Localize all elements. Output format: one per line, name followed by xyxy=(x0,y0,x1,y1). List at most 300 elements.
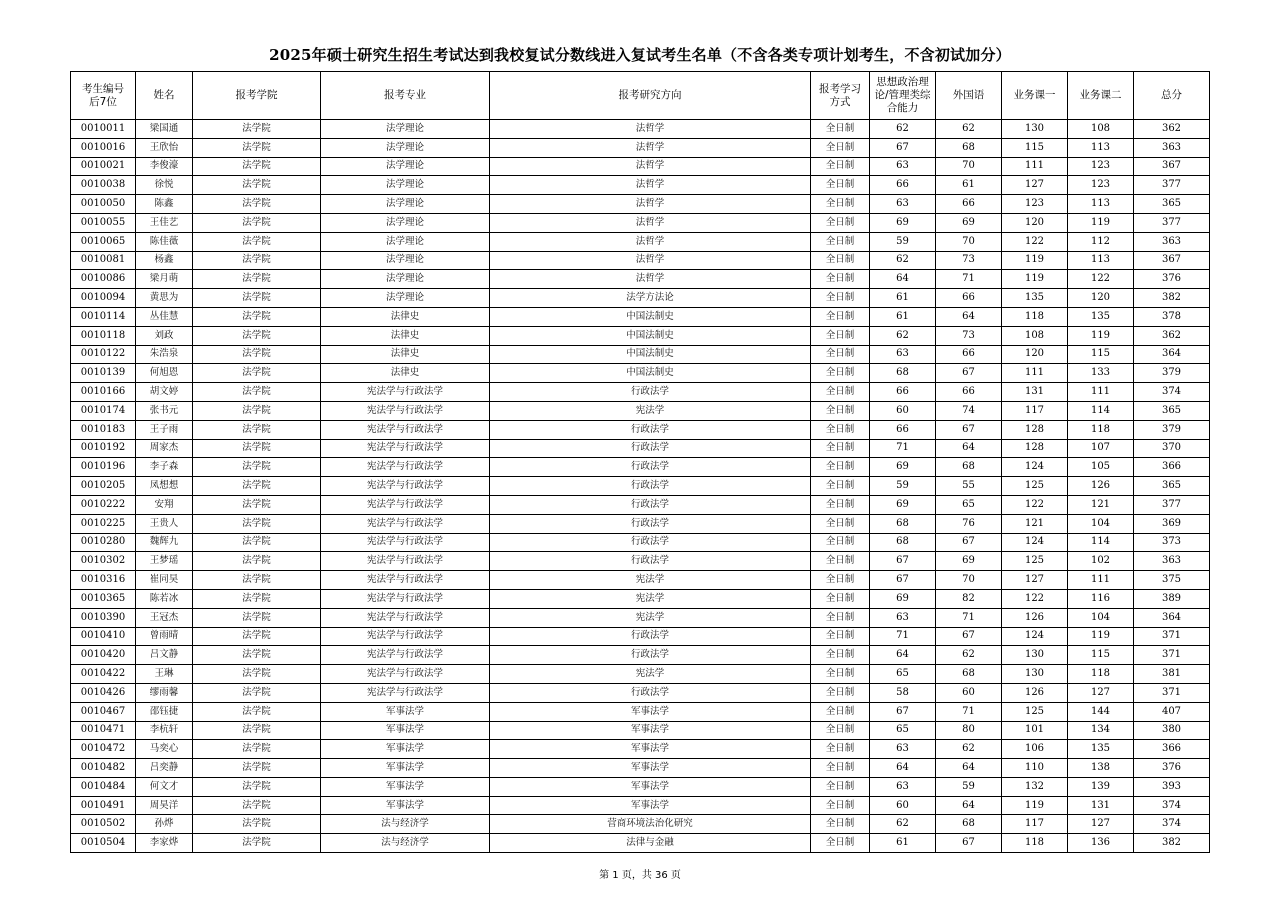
study-mode-cell: 全日制 xyxy=(811,683,870,702)
total-score-cell: 377 xyxy=(1134,213,1210,232)
course-one-score-cell: 135 xyxy=(1002,289,1068,308)
politics-score-cell: 63 xyxy=(870,345,936,364)
school-cell: 法学院 xyxy=(193,439,321,458)
research-direction-cell: 法哲学 xyxy=(490,138,811,157)
candidate-id-cell: 0010280 xyxy=(71,533,136,552)
header-politics-score: 思想政治理论/管理类综合能力 xyxy=(870,72,936,120)
total-score-cell: 377 xyxy=(1134,495,1210,514)
major-cell: 法与经济学 xyxy=(321,834,490,853)
foreign-language-score-cell: 68 xyxy=(936,138,1002,157)
table-row xyxy=(71,608,1210,627)
total-score-cell: 367 xyxy=(1134,157,1210,176)
course-two-score-cell: 114 xyxy=(1068,401,1134,420)
course-one-score-cell: 123 xyxy=(1002,195,1068,214)
candidate-id-cell: 0010472 xyxy=(71,740,136,759)
table-row xyxy=(71,345,1210,364)
total-score-cell: 379 xyxy=(1134,364,1210,383)
table-row xyxy=(71,439,1210,458)
major-cell: 军事法学 xyxy=(321,702,490,721)
foreign-language-score-cell: 74 xyxy=(936,401,1002,420)
study-mode-cell: 全日制 xyxy=(811,495,870,514)
course-one-score-cell: 127 xyxy=(1002,176,1068,195)
total-score-cell: 380 xyxy=(1134,721,1210,740)
candidate-id-cell: 0010166 xyxy=(71,383,136,402)
total-score-cell: 362 xyxy=(1134,326,1210,345)
candidate-id-cell: 0010504 xyxy=(71,834,136,853)
politics-score-cell: 64 xyxy=(870,759,936,778)
study-mode-cell: 全日制 xyxy=(811,195,870,214)
foreign-language-score-cell: 67 xyxy=(936,364,1002,383)
table-row xyxy=(71,176,1210,195)
course-one-score-cell: 125 xyxy=(1002,552,1068,571)
total-score-cell: 374 xyxy=(1134,796,1210,815)
school-cell: 法学院 xyxy=(193,589,321,608)
header-name: 姓名 xyxy=(136,72,193,120)
research-direction-cell: 中国法制史 xyxy=(490,364,811,383)
school-cell: 法学院 xyxy=(193,251,321,270)
total-score-cell: 374 xyxy=(1134,383,1210,402)
research-direction-cell: 军事法学 xyxy=(490,702,811,721)
school-cell: 法学院 xyxy=(193,138,321,157)
table-row xyxy=(71,120,1210,139)
total-score-cell: 407 xyxy=(1134,702,1210,721)
total-score-cell: 363 xyxy=(1134,138,1210,157)
total-score-cell: 370 xyxy=(1134,439,1210,458)
course-two-score-cell: 113 xyxy=(1068,138,1134,157)
candidate-id-cell: 0010038 xyxy=(71,176,136,195)
name-cell: 李家烨 xyxy=(136,834,193,853)
foreign-language-score-cell: 82 xyxy=(936,589,1002,608)
foreign-language-score-cell: 70 xyxy=(936,571,1002,590)
course-two-score-cell: 123 xyxy=(1068,176,1134,195)
total-score-cell: 365 xyxy=(1134,477,1210,496)
candidate-id-cell: 0010081 xyxy=(71,251,136,270)
foreign-language-score-cell: 64 xyxy=(936,796,1002,815)
name-cell: 马奕心 xyxy=(136,740,193,759)
study-mode-cell: 全日制 xyxy=(811,307,870,326)
study-mode-cell: 全日制 xyxy=(811,289,870,308)
research-direction-cell: 宪法学 xyxy=(490,665,811,684)
course-one-score-cell: 125 xyxy=(1002,702,1068,721)
course-two-score-cell: 107 xyxy=(1068,439,1134,458)
name-cell: 朱浩泉 xyxy=(136,345,193,364)
total-score-cell: 371 xyxy=(1134,646,1210,665)
study-mode-cell: 全日制 xyxy=(811,514,870,533)
foreign-language-score-cell: 65 xyxy=(936,495,1002,514)
major-cell: 法律史 xyxy=(321,345,490,364)
foreign-language-score-cell: 68 xyxy=(936,665,1002,684)
course-two-score-cell: 122 xyxy=(1068,270,1134,289)
school-cell: 法学院 xyxy=(193,120,321,139)
research-direction-cell: 法哲学 xyxy=(490,195,811,214)
politics-score-cell: 59 xyxy=(870,477,936,496)
politics-score-cell: 61 xyxy=(870,834,936,853)
course-one-score-cell: 124 xyxy=(1002,533,1068,552)
politics-score-cell: 60 xyxy=(870,401,936,420)
school-cell: 法学院 xyxy=(193,213,321,232)
study-mode-cell: 全日制 xyxy=(811,120,870,139)
name-cell: 缪雨馨 xyxy=(136,683,193,702)
study-mode-cell: 全日制 xyxy=(811,721,870,740)
course-two-score-cell: 113 xyxy=(1068,195,1134,214)
study-mode-cell: 全日制 xyxy=(811,213,870,232)
course-two-score-cell: 118 xyxy=(1068,665,1134,684)
candidate-id-cell: 0010192 xyxy=(71,439,136,458)
politics-score-cell: 69 xyxy=(870,458,936,477)
politics-score-cell: 66 xyxy=(870,383,936,402)
table-row xyxy=(71,815,1210,834)
research-direction-cell: 营商环境法治化研究 xyxy=(490,815,811,834)
school-cell: 法学院 xyxy=(193,326,321,345)
candidate-id-cell: 0010086 xyxy=(71,270,136,289)
table-row xyxy=(71,721,1210,740)
study-mode-cell: 全日制 xyxy=(811,270,870,289)
study-mode-cell: 全日制 xyxy=(811,571,870,590)
foreign-language-score-cell: 80 xyxy=(936,721,1002,740)
total-score-cell: 378 xyxy=(1134,307,1210,326)
school-cell: 法学院 xyxy=(193,552,321,571)
major-cell: 宪法学与行政法学 xyxy=(321,665,490,684)
course-two-score-cell: 134 xyxy=(1068,721,1134,740)
research-direction-cell: 法律与金融 xyxy=(490,834,811,853)
politics-score-cell: 63 xyxy=(870,195,936,214)
name-cell: 陈鑫 xyxy=(136,195,193,214)
candidate-id-cell: 0010094 xyxy=(71,289,136,308)
table-row xyxy=(71,270,1210,289)
school-cell: 法学院 xyxy=(193,477,321,496)
school-cell: 法学院 xyxy=(193,195,321,214)
school-cell: 法学院 xyxy=(193,289,321,308)
table-row xyxy=(71,533,1210,552)
politics-score-cell: 71 xyxy=(870,627,936,646)
table-row xyxy=(71,383,1210,402)
school-cell: 法学院 xyxy=(193,834,321,853)
research-direction-cell: 行政法学 xyxy=(490,627,811,646)
school-cell: 法学院 xyxy=(193,683,321,702)
name-cell: 梁月萌 xyxy=(136,270,193,289)
major-cell: 宪法学与行政法学 xyxy=(321,477,490,496)
school-cell: 法学院 xyxy=(193,627,321,646)
major-cell: 宪法学与行政法学 xyxy=(321,533,490,552)
table-row xyxy=(71,777,1210,796)
candidate-id-cell: 0010021 xyxy=(71,157,136,176)
major-cell: 宪法学与行政法学 xyxy=(321,458,490,477)
course-one-score-cell: 118 xyxy=(1002,834,1068,853)
table-row xyxy=(71,477,1210,496)
major-cell: 法学理论 xyxy=(321,289,490,308)
header-research-direction: 报考研究方向 xyxy=(490,72,811,120)
candidate-id-cell: 0010205 xyxy=(71,477,136,496)
candidate-id-cell: 0010390 xyxy=(71,608,136,627)
foreign-language-score-cell: 64 xyxy=(936,759,1002,778)
school-cell: 法学院 xyxy=(193,777,321,796)
major-cell: 军事法学 xyxy=(321,777,490,796)
research-direction-cell: 行政法学 xyxy=(490,514,811,533)
course-two-score-cell: 136 xyxy=(1068,834,1134,853)
course-one-score-cell: 118 xyxy=(1002,307,1068,326)
research-direction-cell: 行政法学 xyxy=(490,683,811,702)
research-direction-cell: 行政法学 xyxy=(490,477,811,496)
school-cell: 法学院 xyxy=(193,420,321,439)
candidate-id-cell: 0010055 xyxy=(71,213,136,232)
course-two-score-cell: 138 xyxy=(1068,759,1134,778)
table-row xyxy=(71,589,1210,608)
major-cell: 军事法学 xyxy=(321,796,490,815)
study-mode-cell: 全日制 xyxy=(811,552,870,571)
total-score-cell: 374 xyxy=(1134,815,1210,834)
politics-score-cell: 58 xyxy=(870,683,936,702)
study-mode-cell: 全日制 xyxy=(811,232,870,251)
course-one-score-cell: 125 xyxy=(1002,477,1068,496)
candidate-id-cell: 0010316 xyxy=(71,571,136,590)
candidate-id-cell: 0010410 xyxy=(71,627,136,646)
politics-score-cell: 67 xyxy=(870,552,936,571)
course-one-score-cell: 122 xyxy=(1002,589,1068,608)
research-direction-cell: 法哲学 xyxy=(490,176,811,195)
course-two-score-cell: 126 xyxy=(1068,477,1134,496)
politics-score-cell: 61 xyxy=(870,307,936,326)
course-two-score-cell: 123 xyxy=(1068,157,1134,176)
course-one-score-cell: 119 xyxy=(1002,251,1068,270)
politics-score-cell: 66 xyxy=(870,176,936,195)
course-one-score-cell: 117 xyxy=(1002,815,1068,834)
school-cell: 法学院 xyxy=(193,571,321,590)
total-score-cell: 366 xyxy=(1134,740,1210,759)
foreign-language-score-cell: 67 xyxy=(936,834,1002,853)
foreign-language-score-cell: 70 xyxy=(936,232,1002,251)
candidate-id-cell: 0010183 xyxy=(71,420,136,439)
table-row xyxy=(71,627,1210,646)
major-cell: 法学理论 xyxy=(321,138,490,157)
foreign-language-score-cell: 70 xyxy=(936,157,1002,176)
major-cell: 法学理论 xyxy=(321,120,490,139)
table-row xyxy=(71,326,1210,345)
candidate-id-cell: 0010050 xyxy=(71,195,136,214)
politics-score-cell: 64 xyxy=(870,270,936,289)
name-cell: 王梦瑶 xyxy=(136,552,193,571)
study-mode-cell: 全日制 xyxy=(811,420,870,439)
research-direction-cell: 宪法学 xyxy=(490,401,811,420)
table-row xyxy=(71,157,1210,176)
candidate-id-cell: 0010196 xyxy=(71,458,136,477)
politics-score-cell: 69 xyxy=(870,589,936,608)
header-total: 总分 xyxy=(1134,72,1210,120)
politics-score-cell: 63 xyxy=(870,777,936,796)
course-one-score-cell: 110 xyxy=(1002,759,1068,778)
major-cell: 宪法学与行政法学 xyxy=(321,401,490,420)
politics-score-cell: 62 xyxy=(870,326,936,345)
major-cell: 宪法学与行政法学 xyxy=(321,439,490,458)
name-cell: 李杭轩 xyxy=(136,721,193,740)
study-mode-cell: 全日制 xyxy=(811,176,870,195)
name-cell: 张书元 xyxy=(136,401,193,420)
foreign-language-score-cell: 66 xyxy=(936,195,1002,214)
foreign-language-score-cell: 62 xyxy=(936,646,1002,665)
school-cell: 法学院 xyxy=(193,270,321,289)
research-direction-cell: 行政法学 xyxy=(490,495,811,514)
politics-score-cell: 59 xyxy=(870,232,936,251)
study-mode-cell: 全日制 xyxy=(811,815,870,834)
school-cell: 法学院 xyxy=(193,176,321,195)
research-direction-cell: 法哲学 xyxy=(490,251,811,270)
research-direction-cell: 行政法学 xyxy=(490,383,811,402)
foreign-language-score-cell: 71 xyxy=(936,702,1002,721)
study-mode-cell: 全日制 xyxy=(811,759,870,778)
table-row xyxy=(71,740,1210,759)
total-score-cell: 382 xyxy=(1134,289,1210,308)
course-two-score-cell: 121 xyxy=(1068,495,1134,514)
table-row xyxy=(71,307,1210,326)
school-cell: 法学院 xyxy=(193,740,321,759)
table-row xyxy=(71,364,1210,383)
research-direction-cell: 中国法制史 xyxy=(490,345,811,364)
foreign-language-score-cell: 66 xyxy=(936,383,1002,402)
name-cell: 王欣怡 xyxy=(136,138,193,157)
foreign-language-score-cell: 69 xyxy=(936,213,1002,232)
politics-score-cell: 61 xyxy=(870,289,936,308)
major-cell: 宪法学与行政法学 xyxy=(321,383,490,402)
course-two-score-cell: 113 xyxy=(1068,251,1134,270)
research-direction-cell: 法哲学 xyxy=(490,232,811,251)
name-cell: 周家杰 xyxy=(136,439,193,458)
table-row xyxy=(71,552,1210,571)
course-one-score-cell: 115 xyxy=(1002,138,1068,157)
research-direction-cell: 中国法制史 xyxy=(490,326,811,345)
course-two-score-cell: 119 xyxy=(1068,326,1134,345)
foreign-language-score-cell: 73 xyxy=(936,326,1002,345)
candidate-id-cell: 0010222 xyxy=(71,495,136,514)
school-cell: 法学院 xyxy=(193,157,321,176)
course-one-score-cell: 119 xyxy=(1002,796,1068,815)
major-cell: 宪法学与行政法学 xyxy=(321,552,490,571)
research-direction-cell: 法哲学 xyxy=(490,270,811,289)
study-mode-cell: 全日制 xyxy=(811,608,870,627)
politics-score-cell: 68 xyxy=(870,533,936,552)
course-one-score-cell: 131 xyxy=(1002,383,1068,402)
total-score-cell: 393 xyxy=(1134,777,1210,796)
candidate-id-cell: 0010016 xyxy=(71,138,136,157)
candidate-id-cell: 0010065 xyxy=(71,232,136,251)
study-mode-cell: 全日制 xyxy=(811,589,870,608)
page-footer: 第 1 页，共 36 页 xyxy=(599,870,681,881)
course-one-score-cell: 132 xyxy=(1002,777,1068,796)
name-cell: 徐悦 xyxy=(136,176,193,195)
total-score-cell: 365 xyxy=(1134,401,1210,420)
school-cell: 法学院 xyxy=(193,796,321,815)
major-cell: 宪法学与行政法学 xyxy=(321,683,490,702)
name-cell: 魏辉九 xyxy=(136,533,193,552)
candidate-id-cell: 0010174 xyxy=(71,401,136,420)
course-one-score-cell: 108 xyxy=(1002,326,1068,345)
candidate-id-cell: 0010139 xyxy=(71,364,136,383)
total-score-cell: 377 xyxy=(1134,176,1210,195)
course-two-score-cell: 120 xyxy=(1068,289,1134,308)
major-cell: 法学理论 xyxy=(321,232,490,251)
study-mode-cell: 全日制 xyxy=(811,477,870,496)
research-direction-cell: 宪法学 xyxy=(490,608,811,627)
major-cell: 宪法学与行政法学 xyxy=(321,495,490,514)
research-direction-cell: 法哲学 xyxy=(490,120,811,139)
research-direction-cell: 行政法学 xyxy=(490,439,811,458)
total-score-cell: 382 xyxy=(1134,834,1210,853)
table-row xyxy=(71,213,1210,232)
politics-score-cell: 68 xyxy=(870,514,936,533)
table-row xyxy=(71,665,1210,684)
course-one-score-cell: 120 xyxy=(1002,213,1068,232)
politics-score-cell: 63 xyxy=(870,608,936,627)
table-row xyxy=(71,646,1210,665)
name-cell: 凤想想 xyxy=(136,477,193,496)
school-cell: 法学院 xyxy=(193,232,321,251)
name-cell: 周昊洋 xyxy=(136,796,193,815)
politics-score-cell: 68 xyxy=(870,364,936,383)
name-cell: 王贵人 xyxy=(136,514,193,533)
name-cell: 吕文静 xyxy=(136,646,193,665)
major-cell: 法律史 xyxy=(321,326,490,345)
total-score-cell: 371 xyxy=(1134,627,1210,646)
school-cell: 法学院 xyxy=(193,307,321,326)
politics-score-cell: 71 xyxy=(870,439,936,458)
major-cell: 法学理论 xyxy=(321,176,490,195)
name-cell: 何文才 xyxy=(136,777,193,796)
course-one-score-cell: 111 xyxy=(1002,157,1068,176)
course-one-score-cell: 130 xyxy=(1002,665,1068,684)
candidate-id-cell: 0010422 xyxy=(71,665,136,684)
course-two-score-cell: 112 xyxy=(1068,232,1134,251)
candidate-id-cell: 0010011 xyxy=(71,120,136,139)
course-one-score-cell: 120 xyxy=(1002,345,1068,364)
foreign-language-score-cell: 73 xyxy=(936,251,1002,270)
politics-score-cell: 69 xyxy=(870,213,936,232)
research-direction-cell: 宪法学 xyxy=(490,571,811,590)
page-title: 2025年硕士研究生招生考试达到我校复试分数线进入复试考生名单（不含各类专项计划考生，不含初试加分） xyxy=(269,46,1011,64)
major-cell: 法律史 xyxy=(321,307,490,326)
total-score-cell: 376 xyxy=(1134,759,1210,778)
candidate-id-cell: 0010426 xyxy=(71,683,136,702)
major-cell: 法学理论 xyxy=(321,251,490,270)
politics-score-cell: 67 xyxy=(870,138,936,157)
table-row xyxy=(71,571,1210,590)
foreign-language-score-cell: 61 xyxy=(936,176,1002,195)
foreign-language-score-cell: 68 xyxy=(936,815,1002,834)
name-cell: 吕奕静 xyxy=(136,759,193,778)
study-mode-cell: 全日制 xyxy=(811,740,870,759)
school-cell: 法学院 xyxy=(193,815,321,834)
name-cell: 崔同昊 xyxy=(136,571,193,590)
name-cell: 王冠杰 xyxy=(136,608,193,627)
foreign-language-score-cell: 76 xyxy=(936,514,1002,533)
course-one-score-cell: 126 xyxy=(1002,608,1068,627)
total-score-cell: 379 xyxy=(1134,420,1210,439)
major-cell: 法律史 xyxy=(321,364,490,383)
course-one-score-cell: 119 xyxy=(1002,270,1068,289)
study-mode-cell: 全日制 xyxy=(811,345,870,364)
table-row xyxy=(71,514,1210,533)
study-mode-cell: 全日制 xyxy=(811,533,870,552)
major-cell: 宪法学与行政法学 xyxy=(321,589,490,608)
course-two-score-cell: 104 xyxy=(1068,608,1134,627)
total-score-cell: 364 xyxy=(1134,608,1210,627)
course-one-score-cell: 130 xyxy=(1002,646,1068,665)
course-one-score-cell: 124 xyxy=(1002,458,1068,477)
foreign-language-score-cell: 66 xyxy=(936,345,1002,364)
table-row xyxy=(71,759,1210,778)
course-one-score-cell: 121 xyxy=(1002,514,1068,533)
research-direction-cell: 法哲学 xyxy=(490,157,811,176)
study-mode-cell: 全日制 xyxy=(811,702,870,721)
name-cell: 刘政 xyxy=(136,326,193,345)
politics-score-cell: 66 xyxy=(870,420,936,439)
